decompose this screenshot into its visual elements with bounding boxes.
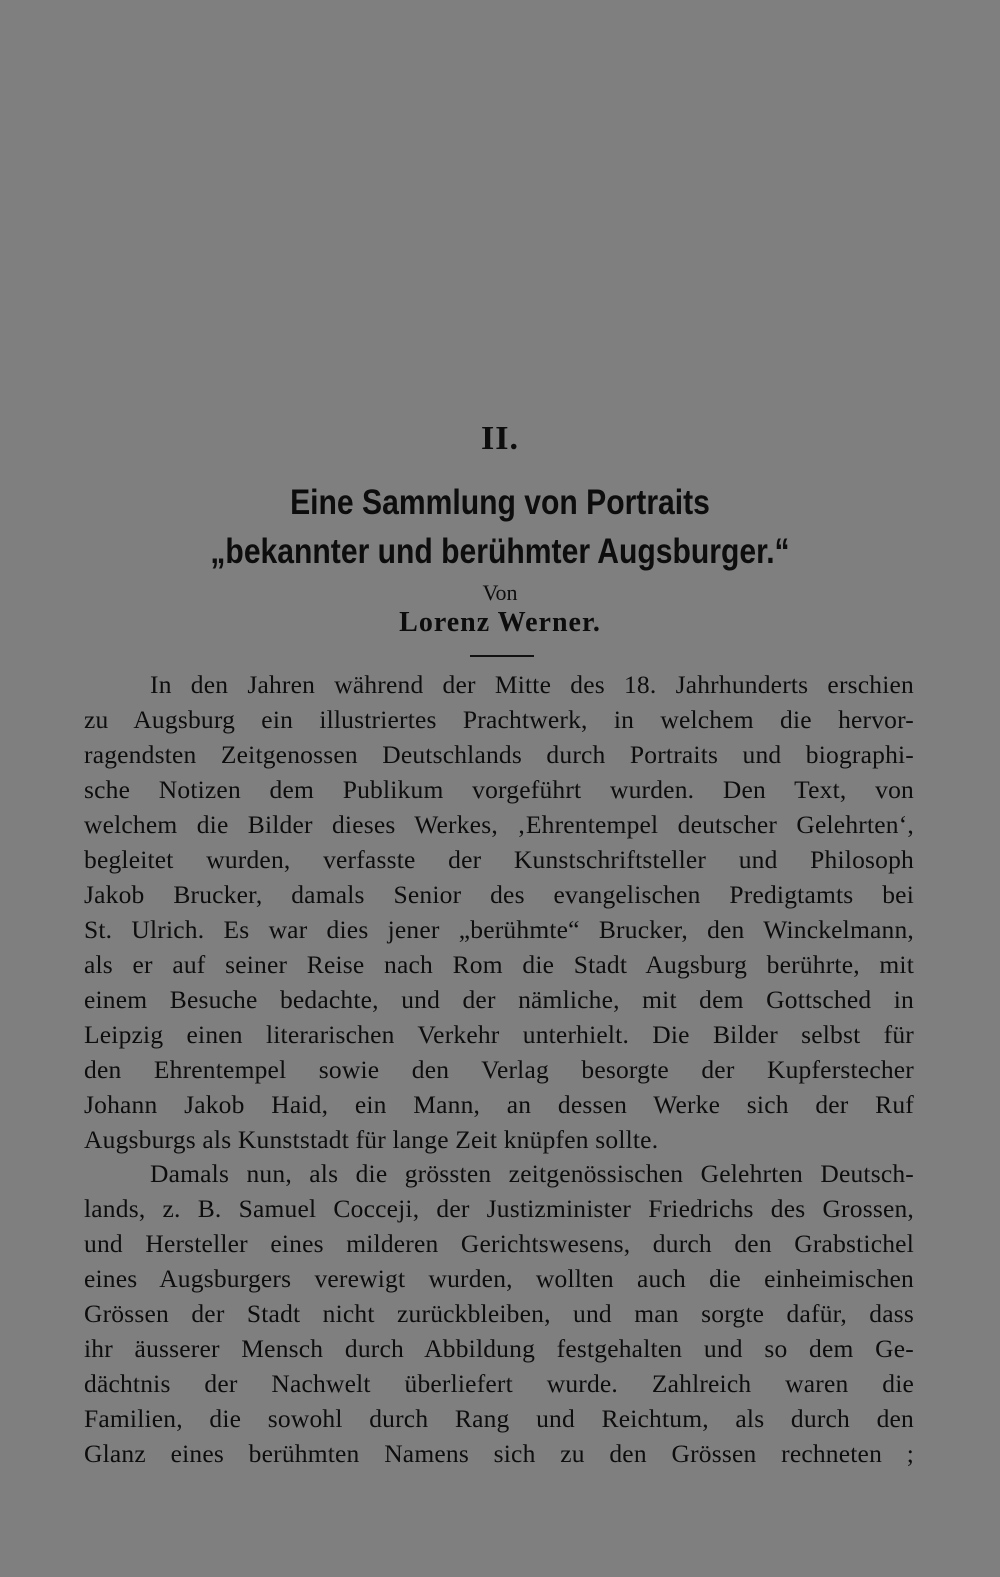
article-title-line-2: „bekannter und berühmter Augsburger.“ — [210, 532, 790, 571]
paragraph-1-line: In den Jahren während der Mitte des 18. Jahrhunderts erschien — [150, 670, 914, 699]
paragraph-2-line: eines Augsburgers verewigt wurden, wollten auch die einheimischen — [84, 1264, 914, 1293]
paragraph-2-line: Glanz eines berühmten Namens sich zu den Grössen rechneten ; — [84, 1439, 914, 1468]
paragraph-1-line: welchem die Bilder dieses Werkes, ‚Ehrentempel deutscher Gelehrten‘, — [84, 810, 914, 839]
paragraph-2-line: dächtnis der Nachwelt überliefert wurde. Zahlreich waren die — [84, 1369, 914, 1398]
article-title-line-1: Eine Sammlung von Portraits — [290, 483, 710, 522]
paragraph-2-line: Grössen der Stadt nicht zurückbleiben, und man sorgte dafür, dass — [84, 1299, 914, 1328]
byline-prefix: Von — [482, 580, 518, 605]
paragraph-1-line: St. Ulrich. Es war dies jener „berühmte“ Brucker, den Winckelmann, — [84, 915, 914, 944]
chapter-number: II. — [481, 420, 519, 457]
title-divider-rule — [470, 655, 534, 657]
paragraph-1-line: sche Notizen dem Publikum vorgeführt wurden. Den Text, von — [84, 775, 914, 804]
paragraph-2-line: und Hersteller eines milderen Gerichtswesens, durch den Grabstichel — [84, 1229, 914, 1258]
paragraph-2-line: Familien, die sowohl durch Rang und Reichtum, als durch den — [84, 1404, 914, 1433]
paragraph-1-line: ragendsten Zeitgenossen Deutschlands durch Portraits und biographi- — [84, 740, 914, 769]
paragraph-1-line: begleitet wurden, verfasste der Kunstschriftsteller und Philosoph — [84, 845, 914, 874]
paragraph-2-line: ihr äusserer Mensch durch Abbildung festgehalten und so dem Ge- — [84, 1334, 914, 1363]
paragraph-1-line: Johann Jakob Haid, ein Mann, an dessen Werke sich der Ruf — [84, 1090, 914, 1119]
author-name: Lorenz Werner. — [399, 607, 601, 638]
paragraph-1-line: Augsburgs als Kunststadt für lange Zeit knüpfen sollte. — [84, 1125, 659, 1154]
paragraph-1-line: zu Augsburg ein illustriertes Prachtwerk, in welchem die hervor- — [84, 705, 914, 734]
paragraph-1-line: Leipzig einen literarischen Verkehr unterhielt. Die Bilder selbst für — [84, 1020, 914, 1049]
paragraph-1-line: den Ehrentempel sowie den Verlag besorgte der Kupferstecher — [84, 1055, 914, 1084]
paragraph-1-line: einem Besuche bedachte, und der nämliche, mit dem Gottsched in — [84, 985, 914, 1014]
paragraph-2-line: Damals nun, als die grössten zeitgenössischen Gelehrten Deutsch- — [150, 1159, 914, 1188]
paragraph-2-line: lands, z. B. Samuel Cocceji, der Justizminister Friedrichs des Grossen, — [84, 1194, 914, 1223]
paragraph-1-line: Jakob Brucker, damals Senior des evangelischen Predigtamts bei — [84, 880, 914, 909]
paragraph-1-line: als er auf seiner Reise nach Rom die Stadt Augsburg berührte, mit — [84, 950, 914, 979]
